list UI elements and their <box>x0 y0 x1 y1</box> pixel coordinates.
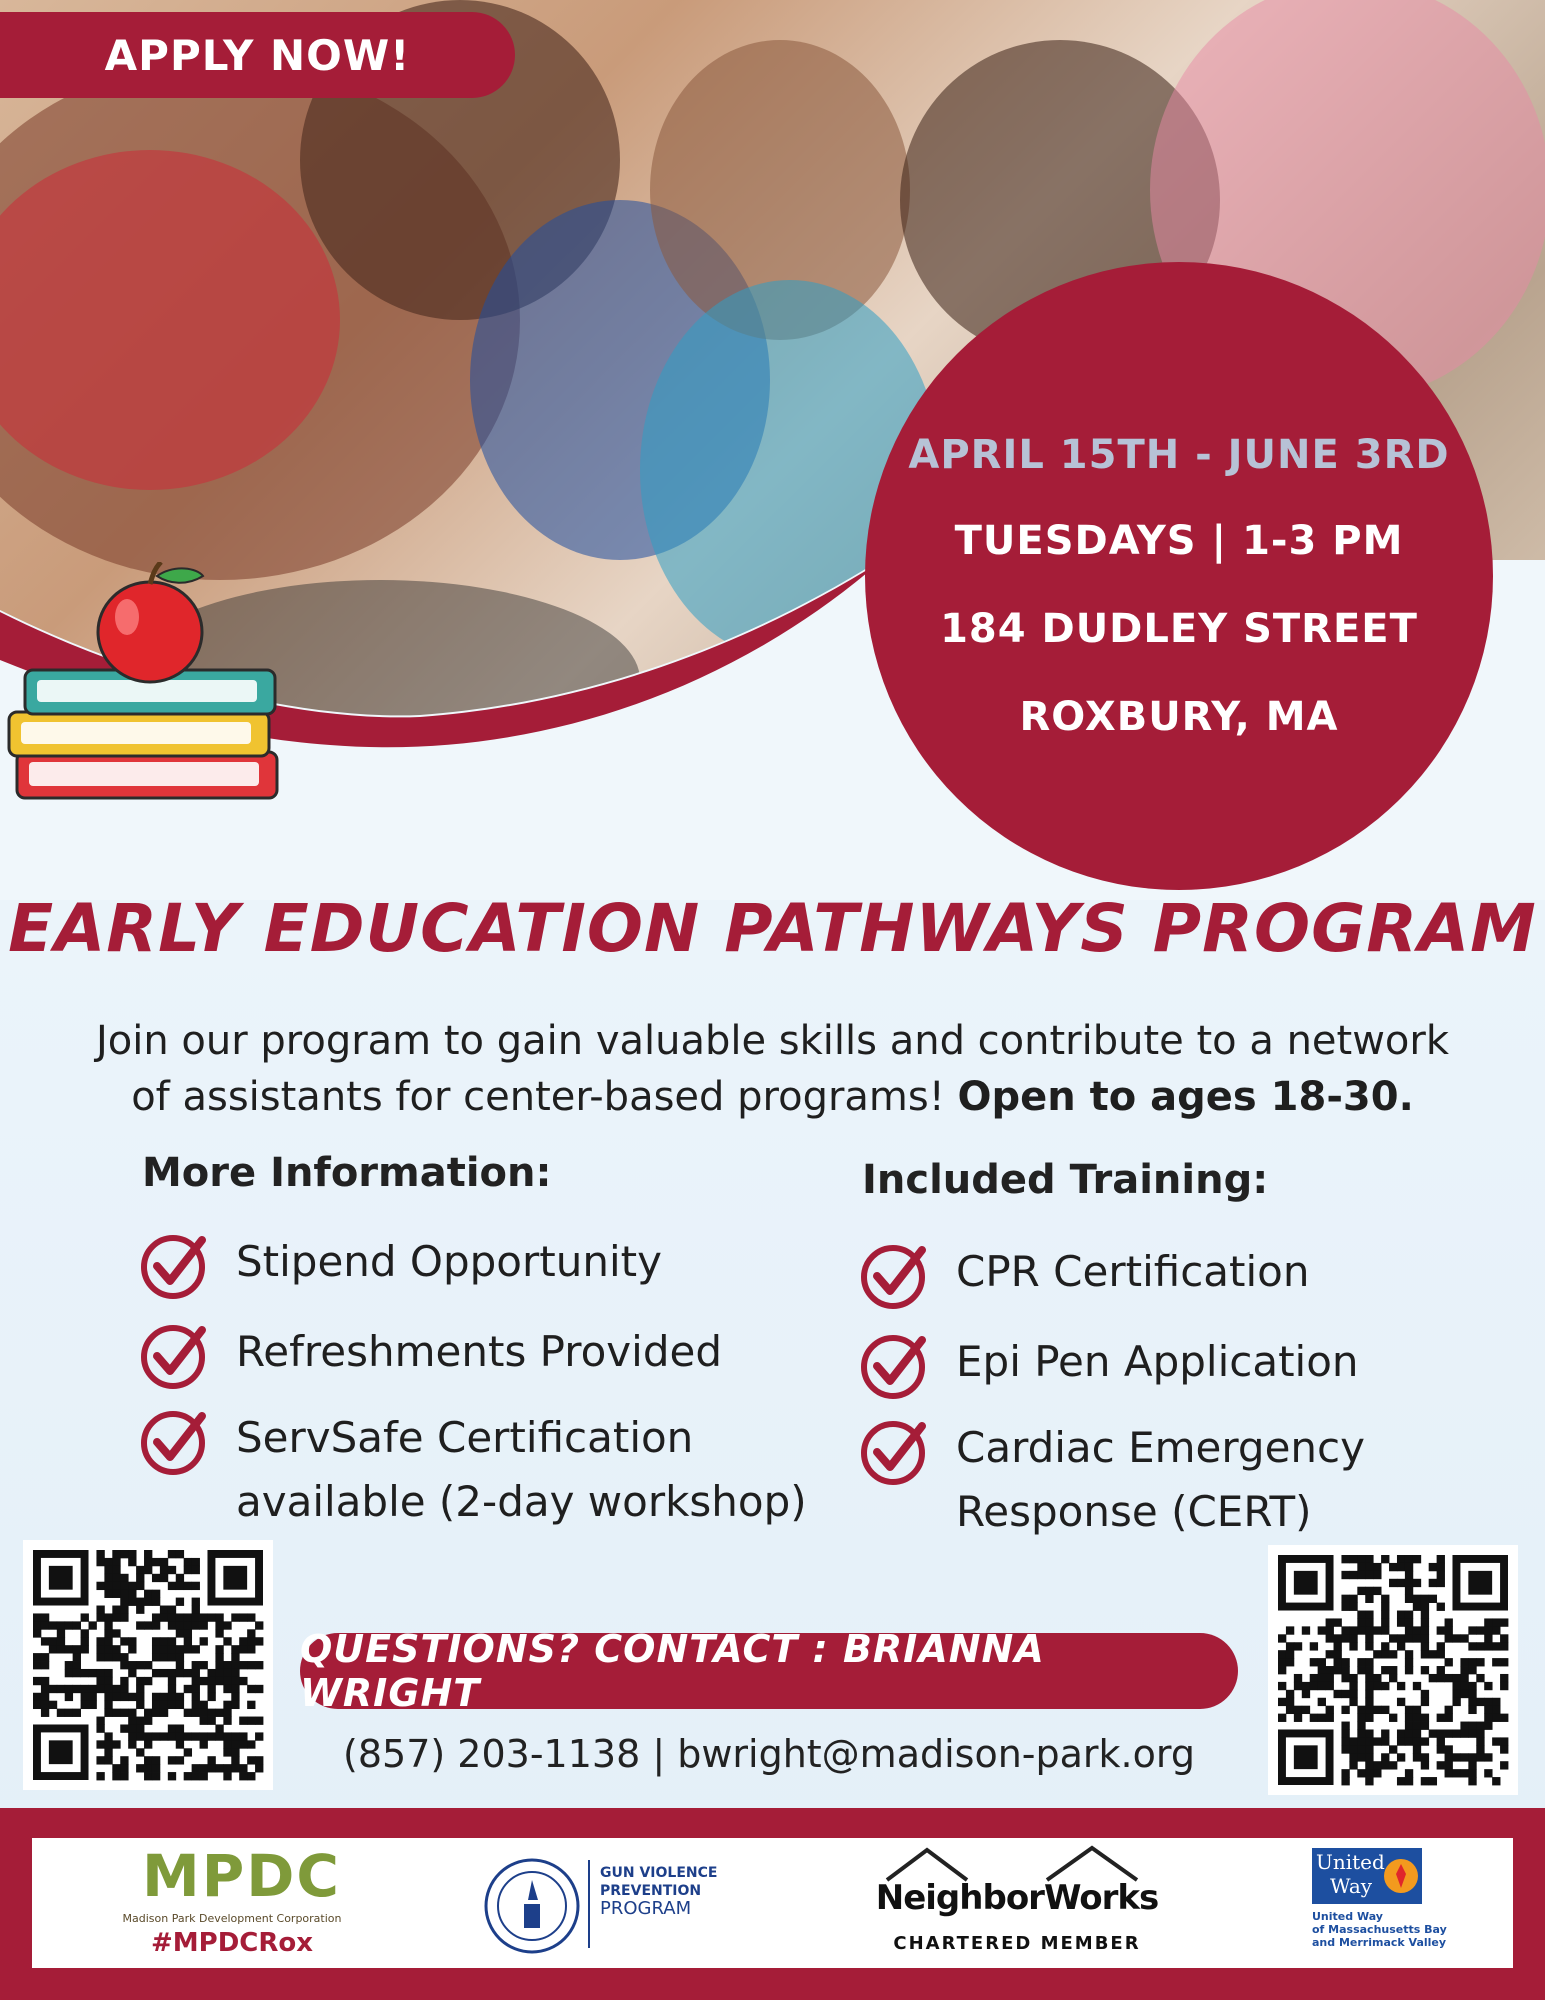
list-item-line: Response (CERT) <box>956 1487 1312 1536</box>
contact-details[interactable]: (857) 203-1138 | bwright@madison-park.org <box>343 1732 1195 1776</box>
uw-caption-line: and Merrimack Valley <box>1312 1936 1447 1949</box>
checkmark-circle-icon <box>860 1330 930 1400</box>
qr-code-graphic <box>1268 1545 1518 1795</box>
neighborworks-logo <box>867 1838 1167 1968</box>
checkmark-circle-icon <box>140 1406 210 1476</box>
united-way-hand-icon <box>1382 1856 1420 1896</box>
united-way-caption <box>1312 1910 1447 1949</box>
sponsor-footer <box>0 1808 1545 2000</box>
uw-caption-line: United Way <box>1312 1910 1383 1923</box>
program-title: EARLY EDUCATION PATHWAYS PROGRAM <box>8 890 1537 967</box>
list-item-text <box>956 1330 1359 1394</box>
checkmark-circle-icon <box>140 1230 210 1300</box>
united-way-logo <box>1312 1838 1492 1968</box>
apply-now-label: APPLY NOW! <box>104 30 411 80</box>
event-city: ROXBURY, MA <box>1019 694 1339 740</box>
checkmark-circle-icon <box>860 1240 930 1310</box>
list-item-text <box>956 1416 1365 1544</box>
list-item-text <box>236 1320 722 1384</box>
mpdc-logo-text: MPDC <box>142 1842 341 1910</box>
qr-code[interactable] <box>23 1540 273 1790</box>
neighborworks-sub: CHARTERED MEMBER <box>893 1933 1141 1954</box>
intro-line-2-text: of assistants for center-based programs! <box>131 1074 945 1120</box>
uw-logo-line: United <box>1316 1850 1385 1874</box>
uw-logo-line: Way <box>1330 1874 1373 1898</box>
united-way-logo-text <box>1316 1850 1385 1898</box>
program-intro <box>30 1013 1515 1125</box>
list-item-text <box>236 1406 807 1534</box>
list-item-line: Refreshments Provided <box>236 1327 722 1376</box>
intro-line-1: Join our program to gain valuable skills and contribute to a network <box>95 1018 1450 1064</box>
contact-label: QUESTIONS? CONTACT : BRIANNA WRIGHT <box>300 1627 1045 1715</box>
qr-code[interactable] <box>1268 1545 1518 1795</box>
list-item-line: CPR Certification <box>956 1247 1310 1296</box>
apply-now-button[interactable] <box>0 12 515 98</box>
intro-age-requirement: Open to ages 18-30. <box>957 1074 1414 1120</box>
contact-banner <box>300 1627 1238 1715</box>
checkmark-circle-icon <box>140 1320 210 1390</box>
list-item <box>140 1406 807 1534</box>
list-item <box>860 1416 1365 1544</box>
checkmark-circle-icon <box>860 1416 930 1486</box>
list-item-line: Cardiac Emergency <box>956 1423 1365 1472</box>
gvp-text <box>600 1864 717 1918</box>
divider <box>588 1860 590 1948</box>
gvp-line: PREVENTION <box>600 1883 702 1899</box>
list-item <box>860 1240 1310 1310</box>
gvp-line: PROGRAM <box>600 1898 692 1919</box>
uw-caption-line: of Massachusetts Bay <box>1312 1923 1447 1936</box>
mpdc-hashtag: #MPDCRox <box>150 1928 314 1958</box>
list-item <box>860 1330 1359 1400</box>
mpdc-logo <box>102 1838 362 1968</box>
event-details-circle <box>865 262 1493 890</box>
list-item-line: Stipend Opportunity <box>236 1237 662 1286</box>
event-schedule: TUESDAYS | 1-3 PM <box>954 518 1404 564</box>
list-item-text <box>956 1240 1310 1304</box>
mpdc-name: Madison Park Development Corporation <box>122 1912 342 1925</box>
apple-books-icon <box>5 562 295 822</box>
list-item-text <box>236 1230 662 1294</box>
list-item <box>140 1230 662 1300</box>
event-dates: APRIL 15TH - JUNE 3RD <box>908 432 1450 478</box>
training-heading: Included Training: <box>862 1157 1269 1203</box>
state-seal-icon <box>482 1856 582 1956</box>
sponsor-strip <box>32 1838 1513 1968</box>
intro-line-2 <box>30 1069 1515 1125</box>
event-street: 184 DUDLEY STREET <box>940 606 1418 652</box>
qr-code-graphic <box>23 1540 273 1790</box>
list-item <box>140 1320 722 1390</box>
list-item-line: ServSafe Certification <box>236 1413 694 1462</box>
more-info-heading: More Information: <box>142 1150 552 1196</box>
united-way-badge <box>1312 1848 1422 1904</box>
gvp-logo <box>482 1838 742 1968</box>
gvp-line: GUN VIOLENCE <box>600 1865 718 1881</box>
list-item-line: available (2-day workshop) <box>236 1477 807 1526</box>
neighborworks-name: NeighborWorks <box>875 1878 1159 1918</box>
list-item-line: Epi Pen Application <box>956 1337 1359 1386</box>
